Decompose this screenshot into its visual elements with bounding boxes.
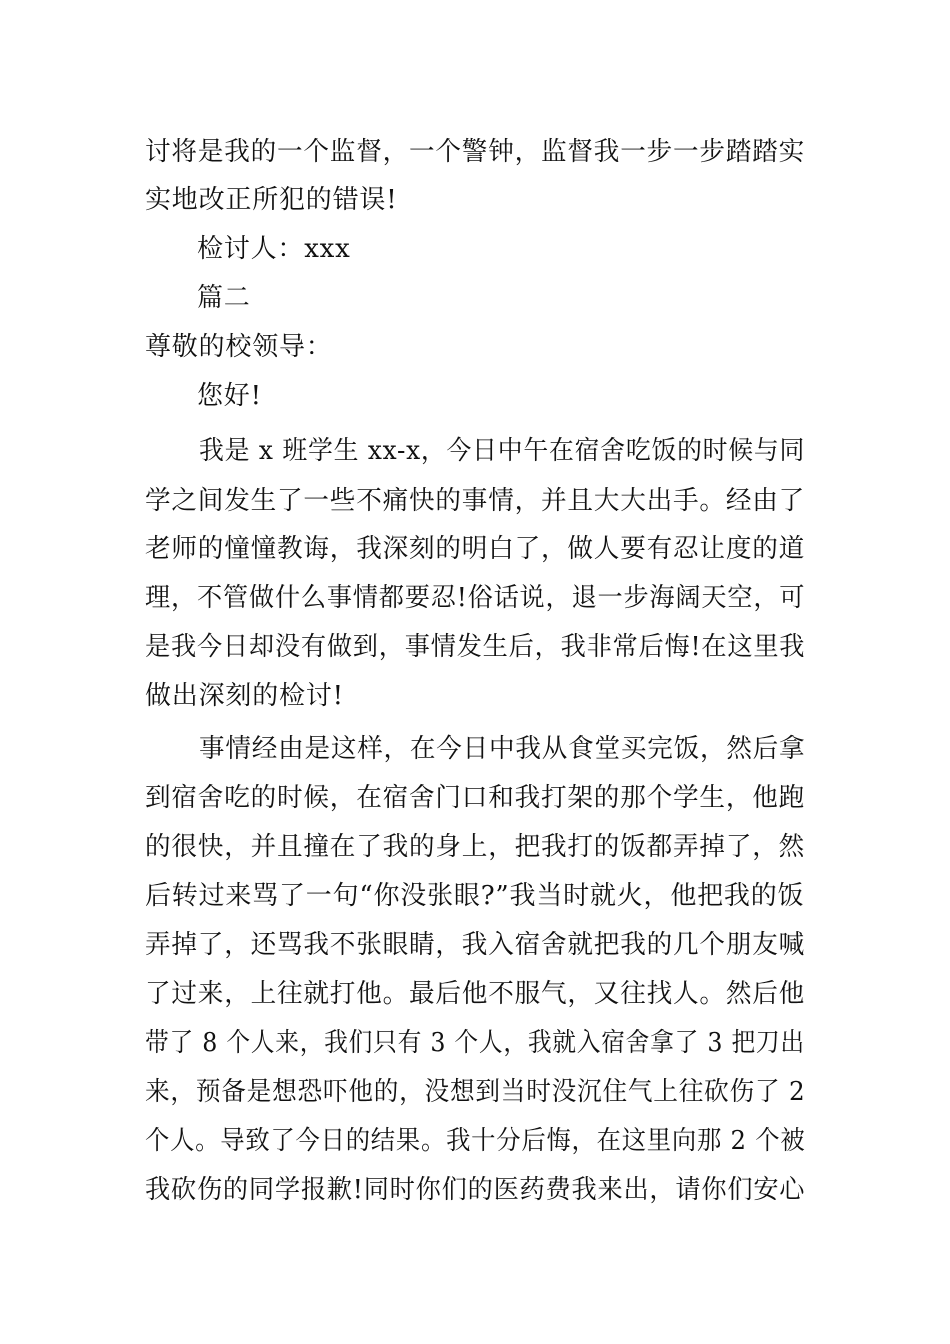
text-line: 了过来，上往就打他。最后他不服气，又往找人。然后他 (145, 979, 806, 1009)
signature-line: 检讨人：xxx (197, 234, 351, 264)
text-line: 带了 8 个人来，我们只有 3 个人，我就入宿舍拿了 3 把刀出 (145, 1028, 805, 1058)
text-line: 我是 x 班学生 xx-x，今日中午在宿舍吃饭的时候与同 (199, 436, 806, 466)
text-line: 理，不管做什么事情都要忍!俗话说，退一步海阔天空，可 (145, 583, 806, 613)
text-line: 老师的憧憧教诲，我深刻的明白了，做人要有忍让度的道 (145, 534, 806, 564)
text-line: 弄掉了，还骂我不张眼睛，我入宿舍就把我的几个朋友喊 (145, 930, 806, 960)
text-line: 做出深刻的检讨! (145, 681, 344, 711)
text-line: 来，预备是想恐吓他的，没想到当时没沉住气上往砍伤了 2 (145, 1077, 806, 1107)
section-heading: 篇二 (197, 283, 251, 313)
text-line: 实地改正所犯的错误! (145, 185, 398, 215)
text-line: 个人。导致了今日的结果。我十分后悔，在这里向那 2 个被 (145, 1126, 806, 1156)
greeting: 您好! (197, 381, 262, 411)
text-line: 讨将是我的一个监督，一个警钟，监督我一步一步踏踏实 (145, 137, 806, 167)
text-line: 后转过来骂了一句“你没张眼?”我当时就火，他把我的饭 (145, 881, 805, 911)
text-line: 的很快，并且撞在了我的身上，把我打的饭都弄掉了，然 (145, 832, 806, 862)
text-line: 是我今日却没有做到，事情发生后，我非常后悔!在这里我 (145, 632, 806, 662)
text-line: 学之间发生了一些不痛快的事情，并且大大出手。经由了 (145, 486, 806, 516)
text-line: 我砍伤的同学报歉!同时你们的医药费我来出，请你们安心 (145, 1175, 806, 1205)
text-line: 到宿舍吃的时候，在宿舍门口和我打架的那个学生，他跑 (145, 783, 806, 813)
salutation: 尊敬的校领导： (145, 332, 333, 362)
text-line: 事情经由是这样，在今日中我从食堂买完饭，然后拿 (199, 734, 806, 764)
